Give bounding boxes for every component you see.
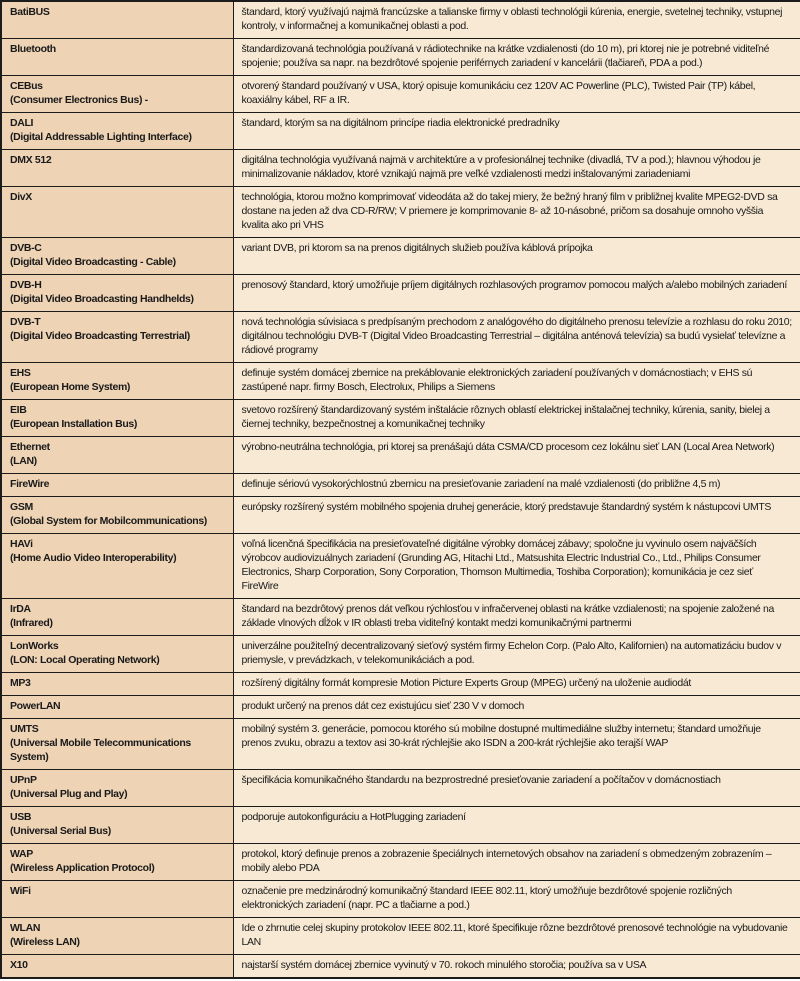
table-row	[1, 474, 800, 497]
term-definition: štandardizovaná technológia používaná v rádiotechnike na krátke vzdialenosti (do 10 m), pri ktorej nie je potrebné viditeľné spojenie; používa sa napr. na bezdrôtové spojenie periférnych zariadení v kancelárii (tlačiareň, PDA a pod.)	[233, 39, 800, 76]
term-fullname: (Home Audio Video Interoperability)	[10, 552, 177, 564]
term-definition: štandard na bezdrôtový prenos dát veľkou rýchlosťou v infračervenej oblasti na krátke vzdialenosti; na spojenie založené na základe vlnových dĺžok v IR oblasti treba viditeľný kontakt medzi komunikačnými partnermi	[233, 599, 800, 636]
term-definition: mobilný systém 3. generácie, pomocou ktorého sú mobilne dostupné multimediálne služby internetu; štandard umožňuje prenos zvuku, obrazu a textov asi 30-krát rýchlejšie ako ISDN a 200-krát rýchlejšie ako terajší WAP	[233, 719, 800, 770]
table-row	[1, 534, 800, 599]
table-row	[1, 400, 800, 437]
term-definition: prenosový štandard, ktorý umožňuje príjem digitálnych rozhlasových programov pomocou malých a/alebo mobilných zariadení	[233, 275, 800, 312]
table-row	[1, 918, 800, 955]
term-cell	[1, 437, 233, 474]
term-name: WAP	[10, 848, 33, 860]
term-name: Ethernet	[10, 441, 50, 453]
term-name: MP3	[10, 677, 31, 689]
term-definition: najstarší systém domácej zbernice vyvinutý v 70. rokoch minulého storočia; používa sa v USA	[233, 955, 800, 979]
table-row	[1, 275, 800, 312]
term-cell	[1, 238, 233, 275]
term-fullname: (Consumer Electronics Bus) -	[10, 94, 148, 106]
term-cell	[1, 719, 233, 770]
term-fullname: (Digital Video Broadcasting Handhelds)	[10, 293, 194, 305]
term-definition: nová technológia súvisiaca s predpísaným prechodom z analógového do digitálneho prenosu televízie a rozhlasu do roku 2010; digitálnou technológiu DVB-T (Digital Video Broadcasting Terrestrial – digitálna anténová televízia) sa budú vysielať televízne a rádiové programy	[233, 312, 800, 363]
term-name: DivX	[10, 191, 32, 203]
term-name: HAVi	[10, 538, 33, 550]
term-fullname: (European Home System)	[10, 381, 131, 393]
term-cell	[1, 673, 233, 696]
table-row	[1, 312, 800, 363]
term-name: X10	[10, 959, 28, 971]
term-cell	[1, 76, 233, 113]
term-cell	[1, 599, 233, 636]
term-definition: univerzálne použiteľný decentralizovaný sieťový systém firmy Echelon Corp. (Palo Alto, Kalifornien) na automatizáciu budov v priemysle, v prevádzkach, v telekomunikáciách a pod.	[233, 636, 800, 673]
table-row	[1, 363, 800, 400]
term-cell	[1, 150, 233, 187]
term-definition: produkt určený na prenos dát cez existujúcu sieť 230 V v domoch	[233, 696, 800, 719]
term-definition: svetovo rozšírený štandardizovaný systém inštalácie rôznych oblastí elektrickej inštalačnej techniky, kúrenia, sanity, bielej a čiernej techniky, bezpečnostnej a komunikačnej techniky	[233, 400, 800, 437]
term-fullname: (Digital Video Broadcasting - Cable)	[10, 256, 176, 268]
term-name: Bluetooth	[10, 43, 56, 55]
term-definition: protokol, ktorý definuje prenos a zobrazenie špeciálnych internetových obsahov na zariadení s obmedzeným zobrazením – mobily alebo PDA	[233, 844, 800, 881]
term-name: DVB-T	[10, 316, 41, 328]
table-row	[1, 673, 800, 696]
term-fullname: (Wireless LAN)	[10, 936, 80, 948]
term-name: FireWire	[10, 478, 50, 490]
term-definition: označenie pre medzinárodný komunikačný štandard IEEE 802.11, ktorý umožňuje bezdrôtové spojenie rozličných elektronických zariadení (napr. PC a tlačiarne a pod.)	[233, 881, 800, 918]
term-cell	[1, 696, 233, 719]
table-row	[1, 150, 800, 187]
term-definition: variant DVB, pri ktorom sa na prenos digitálnych služieb používa káblová prípojka	[233, 238, 800, 275]
term-cell	[1, 312, 233, 363]
term-definition: rozšírený digitálny formát kompresie Motion Picture Experts Group (MPEG) určený na uloženie audiodát	[233, 673, 800, 696]
term-cell	[1, 113, 233, 150]
term-fullname: (Digital Addressable Lighting Interface)	[10, 131, 192, 143]
table-row	[1, 437, 800, 474]
term-cell	[1, 881, 233, 918]
term-definition: výrobno-neutrálna technológia, pri ktorej sa prenášajú dáta CSMA/CD procesom cez lokálnu sieť LAN (Local Area Network)	[233, 437, 800, 474]
term-fullname: (Universal Mobile Telecommunications System)	[10, 737, 191, 763]
table-row	[1, 955, 800, 979]
term-definition: štandard, ktorým sa na digitálnom princípe riadia elektronické predradníky	[233, 113, 800, 150]
term-cell	[1, 918, 233, 955]
term-fullname: (LON: Local Operating Network)	[10, 654, 160, 666]
term-definition: otvorený štandard používaný v USA, ktorý opisuje komunikáciu cez 120V AC Powerline (PLC), Twisted Pair (TP) kábel, koaxiálny kábel, RF a IR.	[233, 76, 800, 113]
table-row	[1, 844, 800, 881]
term-definition: technológia, ktorou možno komprimovať videodáta až do takej miery, že bežný hraný film v približnej kvalite MPEG2-DVD sa dostane na jeden až dva CD-R/RW; V priemere je komprimovanie 8- až 10-násobné, pričom sa dosahuje omnoho vyššia kvalita ako pri VHS	[233, 187, 800, 238]
table-row	[1, 881, 800, 918]
term-cell	[1, 187, 233, 238]
term-cell	[1, 275, 233, 312]
term-name: EIB	[10, 404, 27, 416]
term-cell	[1, 474, 233, 497]
table-row	[1, 599, 800, 636]
term-cell	[1, 807, 233, 844]
table-row	[1, 238, 800, 275]
table-row	[1, 497, 800, 534]
term-definition: podporuje autokonfiguráciu a HotPlugging zariadení	[233, 807, 800, 844]
term-fullname: (LAN)	[10, 455, 37, 467]
table-row	[1, 636, 800, 673]
term-definition: európsky rozšírený systém mobilného spojenia druhej generácie, ktorý predstavuje štandardný systém k nástupcovi UMTS	[233, 497, 800, 534]
table-row	[1, 770, 800, 807]
term-name: CEBus	[10, 80, 43, 92]
term-fullname: (Universal Serial Bus)	[10, 825, 111, 837]
term-cell	[1, 497, 233, 534]
term-name: GSM	[10, 501, 33, 513]
term-cell	[1, 955, 233, 979]
term-definition: voľná licenčná špecifikácia na presieťovateľné digitálne výrobky domácej zábavy; spoločne ju vyvinulo osem najväčších výrobcov audiovizuálnych zariadení (Grunding AG, Hitachi Ltd., Matsushita Electric Industrial Co., Ltd., Philips Consumer Electronics, Sharp Corporation, Sony Corporation, Thomson Multimedia, Toshiba Corporation); komunikácia je cez sieť FireWire	[233, 534, 800, 599]
term-cell	[1, 636, 233, 673]
term-name: DVB-C	[10, 242, 42, 254]
term-name: DALI	[10, 117, 34, 129]
term-name: LonWorks	[10, 640, 59, 652]
glossary-rows	[1, 1, 800, 978]
table-row	[1, 1, 800, 39]
term-name: DVB-H	[10, 279, 42, 291]
term-name: PowerLAN	[10, 700, 61, 712]
table-row	[1, 807, 800, 844]
term-definition: špecifikácia komunikačného štandardu na bezprostredné presieťovanie zariadení a počítačov v domácnostiach	[233, 770, 800, 807]
term-cell	[1, 363, 233, 400]
term-fullname: (Global System for Mobilcommunications)	[10, 515, 207, 527]
term-definition: Ide o zhrnutie celej skupiny protokolov IEEE 802.11, ktoré špecifikuje rôzne bezdrôtové prenosové technológie na vybudovanie LAN	[233, 918, 800, 955]
term-fullname: (European Installation Bus)	[10, 418, 138, 430]
term-name: USB	[10, 811, 32, 823]
term-fullname: (Universal Plug and Play)	[10, 788, 128, 800]
term-fullname: (Wireless Application Protocol)	[10, 862, 155, 874]
term-name: WLAN	[10, 922, 41, 934]
term-name: DMX 512	[10, 154, 52, 166]
term-cell	[1, 770, 233, 807]
table-row	[1, 719, 800, 770]
term-name: BatiBUS	[10, 6, 50, 18]
table-row	[1, 76, 800, 113]
term-definition: definuje systém domácej zbernice na prekáblovanie elektronických zariadení používaných v domácnostiach; v EHS sú zastúpené napr. firmy Bosch, Electrolux, Philips a Siemens	[233, 363, 800, 400]
term-name: WiFi	[10, 885, 31, 897]
term-cell	[1, 400, 233, 437]
table-row	[1, 696, 800, 719]
term-name: IrDA	[10, 603, 31, 615]
term-fullname: (Digital Video Broadcasting Terrestrial)	[10, 330, 190, 342]
table-row	[1, 187, 800, 238]
term-name: UMTS	[10, 723, 39, 735]
table-row	[1, 113, 800, 150]
table-row	[1, 39, 800, 76]
term-cell	[1, 534, 233, 599]
term-name: EHS	[10, 367, 31, 379]
term-cell	[1, 1, 233, 39]
term-fullname: (Infrared)	[10, 617, 53, 629]
term-definition: štandard, ktorý využívajú najmä francúzske a talianske firmy v oblasti technológii kúrenia, energie, svetelnej techniky, vstupnej kontroly, v informačnej a komunikačnej oblasti a pod.	[233, 1, 800, 39]
term-definition: digitálna technológia využívaná najmä v architektúre a v profesionálnej technike (divadlá, TV a pod.); hlavnou výhodou je minimalizovanie nákladov, ktoré vznikajú najmä pre veľké vzdialenosti medzi inštalovanými zariadeniami	[233, 150, 800, 187]
term-cell	[1, 844, 233, 881]
term-definition: definuje sériovú vysokorýchlostnú zbernicu na presieťovanie zariadení na malé vzdialenosti (do približne 4,5 m)	[233, 474, 800, 497]
term-cell	[1, 39, 233, 76]
term-name: UPnP	[10, 774, 37, 786]
